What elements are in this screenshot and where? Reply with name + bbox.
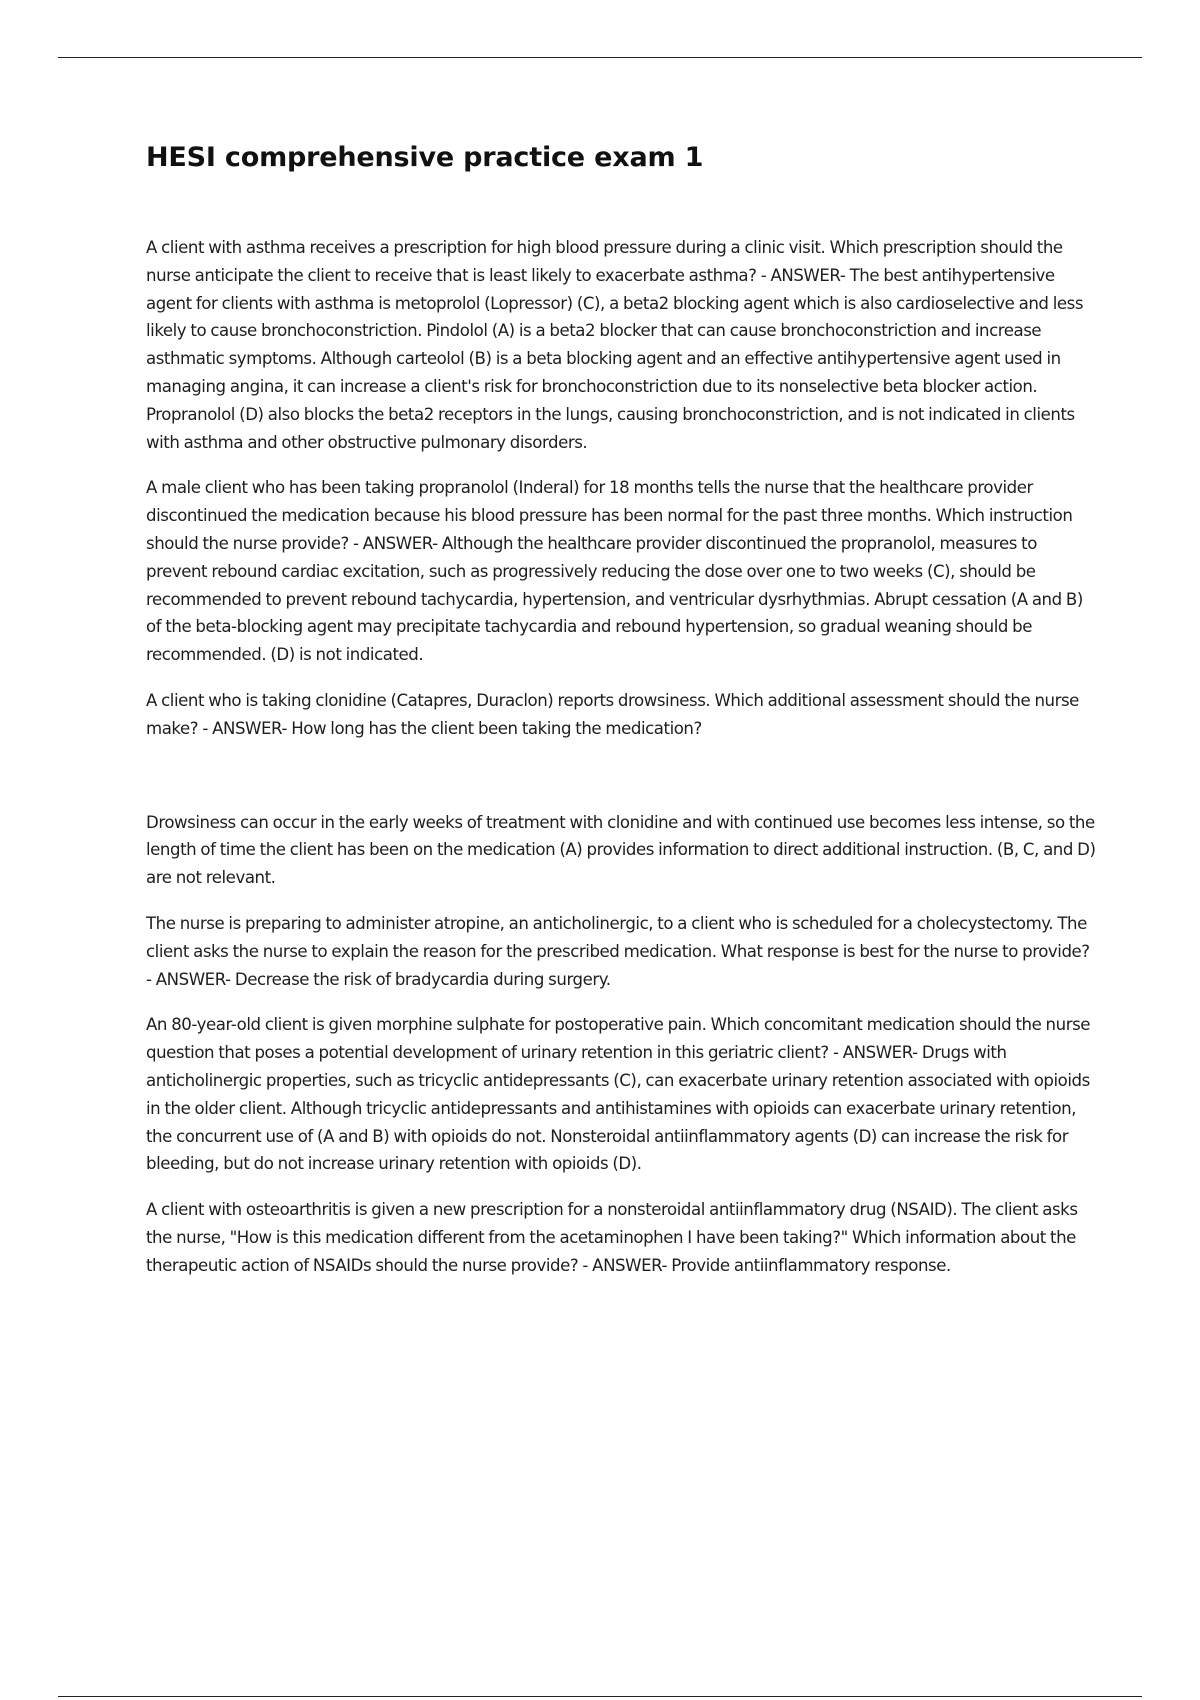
paragraph-7: A client with osteoarthritis is given a new prescription for a nonsteroidal antiinflammatory drug (NSAID). The client asks the nurse, "How is this medication different from the acetaminophen I have been taking?" Which information about the therapeutic action of NSAIDs should the nurse provide? - ANSWER- Provide antiinflammatory response. [146,1200,1078,1275]
bottom-rule [58,1696,1142,1697]
paragraph-3: A client who is taking clonidine (Catapres, Duraclon) reports drowsiness. Which additional assessment should the nurse make? - ANSWER- How long has the client been taking the medication? [146,690,1079,738]
paragraph-1: A client with asthma receives a prescription for high blood pressure during a clinic visit. Which prescription should the nurse anticipate the client to receive that is least likely to exacerbate asthma? - ANSWER- The best antihypertensive agent for clients with asthma is metoprolol (Lopressor) (C), a beta2 blocking agent which is also cardioselective and less likely to cause bronchoconstriction. Pindolol (A) is a beta2 blocker that can cause bronchoconstriction and increase asthmatic symptoms. Although carteolol (B) is a beta blocking agent and an effective antihypertensive agent used in managing angina, it can increase a client's risk for bronchoconstriction due to its nonselective beta blocker action. Propranolol (D) also blocks the beta2 receptors in the lungs, causing bronchoconstriction, and is not indicated in clients with asthma and other obstructive pulmonary disorders. [146,238,1084,452]
paragraph-6: An 80-year-old client is given morphine sulphate for postoperative pain. Which concomitant medication should the nurse question that poses a potential development of urinary retention in this geriatric client? - ANSWER- Drugs with anticholinergic properties, such as tricyclic antidepressants (C), can exacerbate urinary retention associated with opioids in the older client. Although tricyclic antidepressants and antihistamines with opioids can exacerbate urinary retention, the concurrent use of (A and B) with opioids do not. Nonsteroidal antiinflammatory agents (D) can increase the risk for bleeding, but do not increase urinary retention with opioids (D). [146,1015,1091,1174]
document-body [146,138,1096,1298]
paragraph-5: The nurse is preparing to administer atropine, an anticholinergic, to a client who is scheduled for a cholecystectomy. The client asks the nurse to explain the reason for the prescribed medication. What response is best for the nurse to provide? - ANSWER- Decrease the risk of bradycardia during surgery. [146,913,1090,989]
top-rule [58,57,1142,58]
document-title: HESI comprehensive practice exam 1 [146,142,704,173]
paragraph-4: Drowsiness can occur in the early weeks of treatment with clonidine and with continued use becomes less intense, so the length of time the client has been on the medication (A) provides information to direct additional instruction. (B, C, and D) are not relevant. [146,812,1096,888]
paragraph-2: A male client who has been taking propranolol (Inderal) for 18 months tells the nurse that the healthcare provider discontinued the medication because his blood pressure has been normal for the past three months. Which instruction should the nurse provide? - ANSWER- Although the healthcare provider discontinued the propranolol, measures to prevent rebound cardiac excitation, such as progressively reducing the dose over one to two weeks (C), should be recommended to prevent rebound tachycardia, hypertension, and ventricular dysrhythmias. Abrupt cessation (A and B) of the beta-blocking agent may precipitate tachycardia and rebound hypertension, so gradual weaning should be recommended. (D) is not indicated. [146,478,1083,665]
